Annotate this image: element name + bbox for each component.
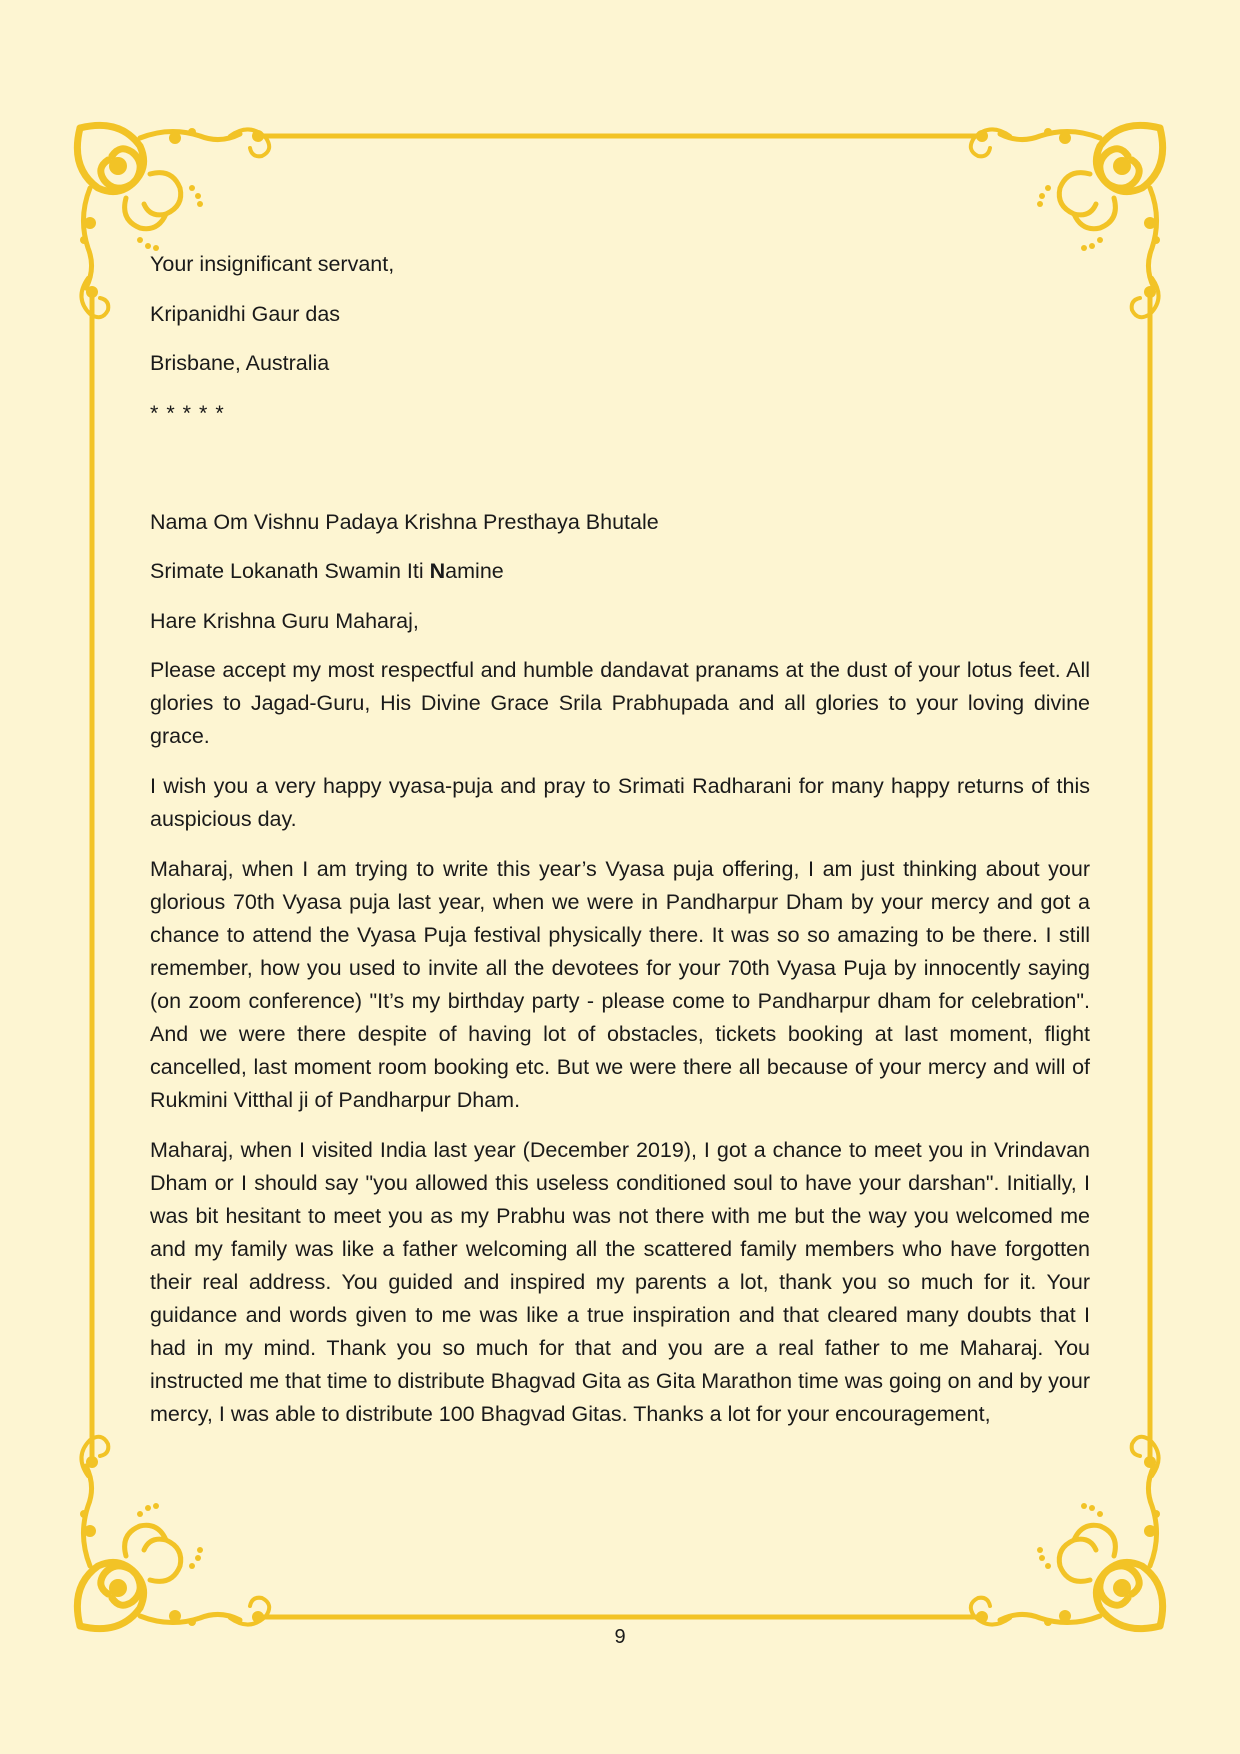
body-paragraph: Maharaj, when I visited India last year (December 2019), I got a chance to meet you in Vrindavan Dham or I should say "you allowed this useless conditioned soul to have your darshan". Initially, I was bit hesitant to meet you as my Prabhu was not there with me but the way you welcomed me and my family was like a father welcoming all the scattered family members who have forgotten their real address. You guided and inspired my parents a lot, thank you so much for it. Your guidance and words given to me was like a true inspiration and that cleared many doubts that I had in my mind. Thank you so much for that and you are a real father to me Maharaj. You instructed me that time to distribute Bhagvad Gita as Gita Marathon time was going on and by your mercy, I was able to distribute 100 Bhagvad Gitas. Thanks a lot for your encouragement,	[150, 1138, 1090, 1426]
letter-body	[150, 248, 1090, 1448]
body-paragraph: Please accept my most respectful and humble dandavat pranams at the dust of your lotus feet. All glories to Jagad-Guru, His Divine Grace Srila Prabhupada and all glories to your loving divine grace.	[150, 658, 1090, 748]
invocation-line-2	[150, 555, 1090, 588]
author-location: Brisbane, Australia	[150, 351, 330, 375]
section-separator: * * * * *	[150, 400, 225, 425]
floral-flourish-icon	[971, 1437, 1163, 1629]
body-paragraph: I wish you a very happy vyasa-puja and pray to Srimati Radharani for many happy returns of this auspicious day.	[150, 774, 1090, 831]
invocation-line-2-start: Srimate Lokanath Swamin Iti	[150, 559, 430, 583]
floral-flourish-icon	[77, 1437, 269, 1629]
invocation-line-2-end: amine	[445, 559, 504, 583]
page-number: 9	[614, 1626, 626, 1648]
closing-line: Your insignificant servant,	[150, 252, 395, 276]
invocation-line-1: Nama Om Vishnu Padaya Krishna Presthaya Bhutale	[150, 509, 659, 534]
greeting: Hare Krishna Guru Maharaj,	[150, 608, 419, 633]
author-name: Kripanidhi Gaur das	[150, 301, 341, 326]
invocation-line-2-bold: N	[429, 559, 446, 583]
body-paragraph: Maharaj, when I am trying to write this year’s Vyasa puja offering, I am just thinking about your glorious 70th Vyasa puja last year, when we were in Pandharpur Dham by your mercy and got a chance to attend the Vyasa Puja festival physically there. It was so so amazing to be there. I still remember, how you used to invite all the devotees for your 70th Vyasa Puja by innocently saying (on zoom conference) "It’s my birthday party - please come to Pandharpur dham for celebration". And we were there despite of having lot of obstacles, tickets booking at last moment, flight cancelled, last moment room booking etc. But we were there all because of your mercy and will of Rukmini Vitthal ji of Pandharpur Dham.	[150, 857, 1090, 1112]
